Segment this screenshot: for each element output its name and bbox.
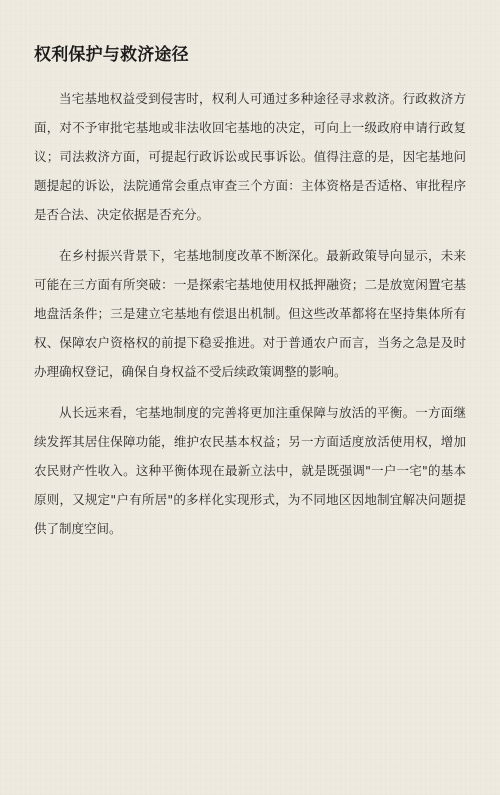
paragraph-remedies: 当宅基地权益受到侵害时，权利人可通过多种途径寻求救济。行政救济方面，对不予审批宅基地或非法收回宅基地的决定，可向上一级政府申请行政复议；司法救济方面，可提起行政诉讼或民事诉讼。值得注意的是，因宅基地问题提起的诉讼，法院通常会重点审查三个方面：主体资格是否适格、审批程序是否合法、决定依据是否充分。 <box>34 91 466 222</box>
section-heading: 权利保护与救济途径 <box>34 45 189 65</box>
paragraph-reform: 在乡村振兴背景下，宅基地制度改革不断深化。最新政策导向显示，未来可能在三方面有所突破：一是探索宅基地使用权抵押融资；二是放宽闲置宅基地盘活条件；三是建立宅基地有偿退出机制。但这些改革都将在坚持集体所有权、保障农户资格权的前提下稳妥推进。对于普通农户而言，当务之急是及时办理确权登记，确保自身权益不受后续政策调整的影响。 <box>34 248 466 379</box>
paragraph-long-term: 从长远来看，宅基地制度的完善将更加注重保障与放活的平衡。一方面继续发挥其居住保障功能，维护农民基本权益；另一方面适度放活使用权，增加农民财产性收入。这种平衡体现在最新立法中，就是既强调"一户一宅"的基本原则，又规定"户有所居"的多样化实现形式，为不同地区因地制宜解决问题提供了制度空间。 <box>34 405 466 536</box>
